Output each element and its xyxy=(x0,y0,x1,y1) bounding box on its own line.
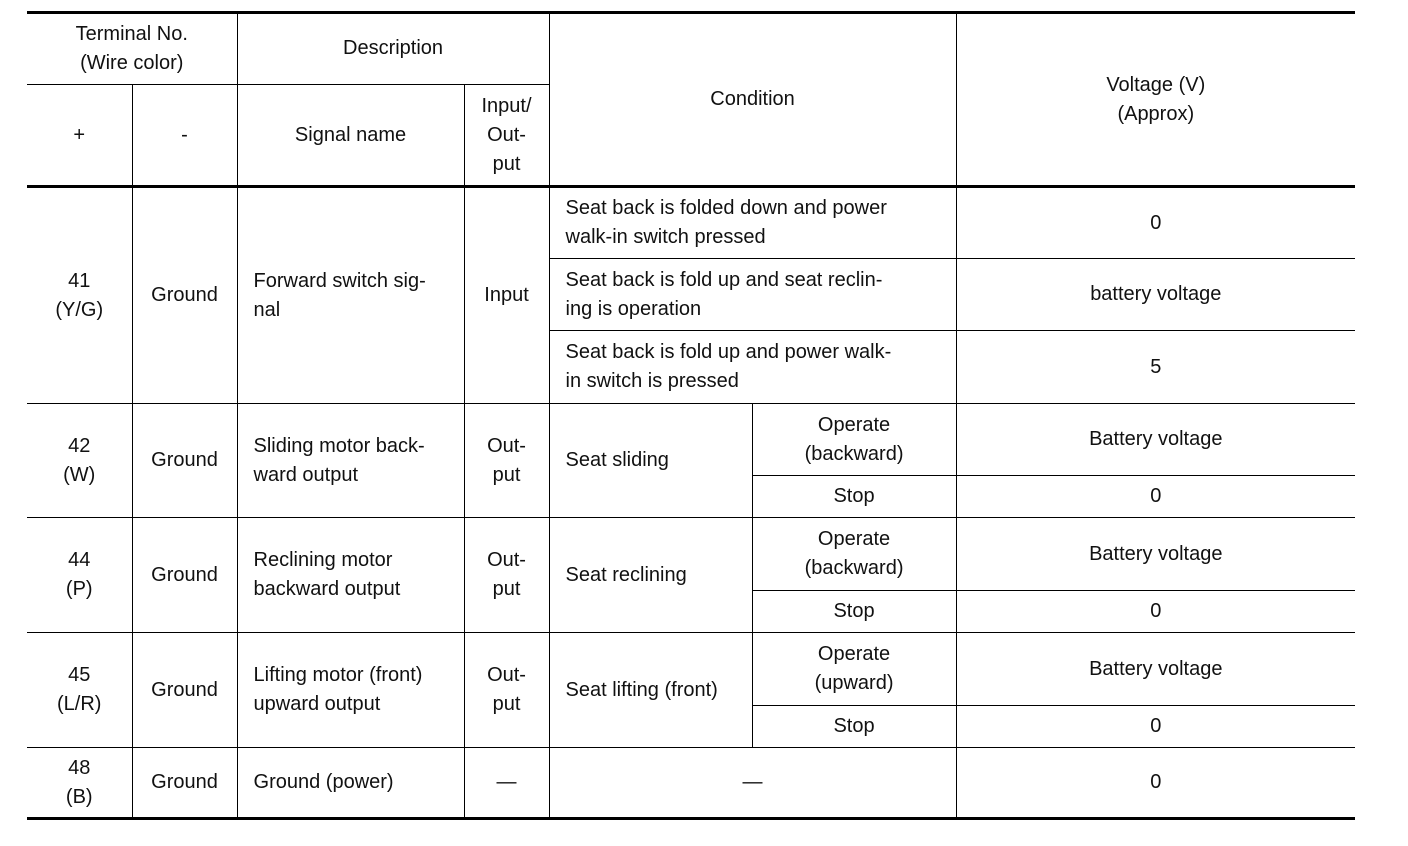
header-plus: + xyxy=(27,85,132,187)
header-minus: - xyxy=(132,85,237,187)
voltage-44-stop: 0 xyxy=(956,591,1355,633)
state-42-stop: Stop xyxy=(752,476,956,518)
condition-45: Seat lifting (front) xyxy=(549,633,752,748)
signal-44: Reclining motor backward output xyxy=(237,518,464,633)
ground-48: Ground xyxy=(132,748,237,819)
voltage-48: 0 xyxy=(956,748,1355,819)
io-44: Out- put xyxy=(464,518,549,633)
ground-44: Ground xyxy=(132,518,237,633)
header-condition: Condition xyxy=(549,13,956,187)
signal-48: Ground (power) xyxy=(237,748,464,819)
ground-45: Ground xyxy=(132,633,237,748)
condition-44: Seat reclining xyxy=(549,518,752,633)
voltage-45-stop: 0 xyxy=(956,706,1355,748)
table-row xyxy=(27,518,1355,591)
voltage-41-b: battery voltage xyxy=(956,259,1355,331)
table-row xyxy=(27,633,1355,706)
table-row xyxy=(27,748,1355,819)
table-row xyxy=(27,404,1355,476)
terminal-45: 45 (L/R) xyxy=(27,633,132,748)
io-45: Out- put xyxy=(464,633,549,748)
header-io: Input/ Out- put xyxy=(464,85,549,187)
condition-41-a: Seat back is folded down and power walk-in switch pressed xyxy=(549,187,956,259)
voltage-45-operate: Battery voltage xyxy=(956,633,1355,706)
io-42: Out- put xyxy=(464,404,549,518)
signal-42: Sliding motor back- ward output xyxy=(237,404,464,518)
terminal-spec-table xyxy=(27,11,1355,820)
signal-45: Lifting motor (front) upward output xyxy=(237,633,464,748)
voltage-42-operate: Battery voltage xyxy=(956,404,1355,476)
signal-41: Forward switch sig- nal xyxy=(237,187,464,404)
state-45-stop: Stop xyxy=(752,706,956,748)
io-41: Input xyxy=(464,187,549,404)
voltage-42-stop: 0 xyxy=(956,476,1355,518)
condition-41-b: Seat back is fold up and seat reclin- ing is operation xyxy=(549,259,956,331)
condition-48: — xyxy=(549,748,956,819)
voltage-41-a: 0 xyxy=(956,187,1355,259)
header-voltage: Voltage (V) (Approx) xyxy=(956,13,1355,187)
voltage-41-c: 5 xyxy=(956,331,1355,404)
state-45-operate: Operate (upward) xyxy=(752,633,956,706)
ground-42: Ground xyxy=(132,404,237,518)
condition-42: Seat sliding xyxy=(549,404,752,518)
voltage-44-operate: Battery voltage xyxy=(956,518,1355,591)
terminal-48: 48 (B) xyxy=(27,748,132,819)
io-48: — xyxy=(464,748,549,819)
state-42-operate: Operate (backward) xyxy=(752,404,956,476)
state-44-operate: Operate (backward) xyxy=(752,518,956,591)
header-description: Description xyxy=(237,13,549,85)
ground-41: Ground xyxy=(132,187,237,404)
terminal-42: 42 (W) xyxy=(27,404,132,518)
terminal-41: 41 (Y/G) xyxy=(27,187,132,404)
terminal-44: 44 (P) xyxy=(27,518,132,633)
header-terminal: Terminal No. (Wire color) xyxy=(27,13,237,85)
state-44-stop: Stop xyxy=(752,591,956,633)
table-row xyxy=(27,187,1355,259)
header-signal-name: Signal name xyxy=(237,85,464,187)
condition-41-c: Seat back is fold up and power walk- in switch is pressed xyxy=(549,331,956,404)
